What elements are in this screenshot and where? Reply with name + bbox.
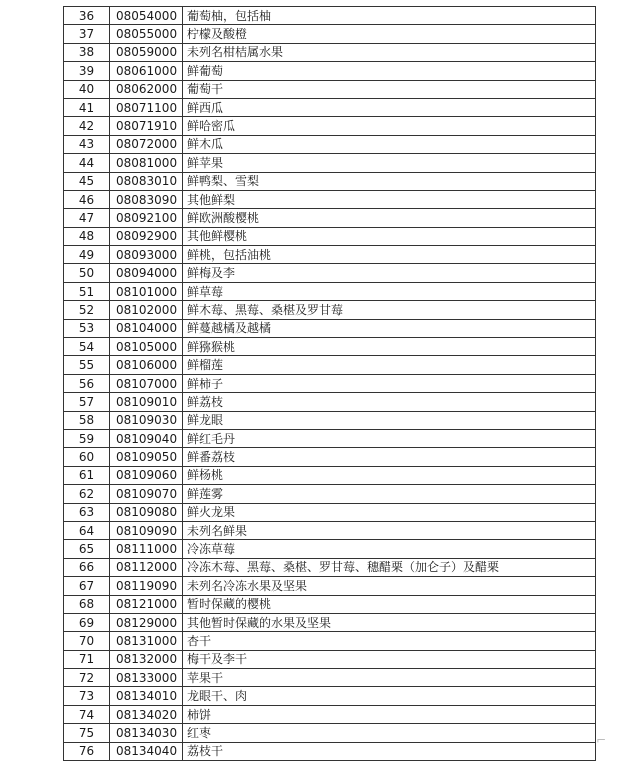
hs-code-cell: 08133000 xyxy=(110,669,183,687)
table-row xyxy=(64,705,596,723)
product-name-cell: 其他鲜梨 xyxy=(183,190,596,208)
row-number-cell: 46 xyxy=(64,190,110,208)
hs-code-cell: 08131000 xyxy=(110,632,183,650)
row-number-cell: 36 xyxy=(64,7,110,25)
row-number-cell: 52 xyxy=(64,301,110,319)
row-number-cell: 37 xyxy=(64,25,110,43)
hs-code-cell: 08083010 xyxy=(110,172,183,190)
row-number-cell: 70 xyxy=(64,632,110,650)
hs-code-cell: 08101000 xyxy=(110,282,183,300)
hs-code-cell: 08132000 xyxy=(110,650,183,668)
row-number-cell: 38 xyxy=(64,43,110,61)
hs-code-cell: 08072000 xyxy=(110,135,183,153)
table-row xyxy=(64,724,596,742)
row-number-cell: 45 xyxy=(64,172,110,190)
row-number-cell: 57 xyxy=(64,393,110,411)
hs-code-cell: 08134030 xyxy=(110,724,183,742)
table-row xyxy=(64,448,596,466)
row-number-cell: 43 xyxy=(64,135,110,153)
hs-code-cell: 08134040 xyxy=(110,742,183,760)
hs-code-cell: 08134020 xyxy=(110,705,183,723)
product-name-cell: 鲜木瓜 xyxy=(183,135,596,153)
hs-code-cell: 08111000 xyxy=(110,540,183,558)
product-name-cell: 鲜杨桃 xyxy=(183,466,596,484)
row-number-cell: 71 xyxy=(64,650,110,668)
hs-code-cell: 08104000 xyxy=(110,319,183,337)
product-name-cell: 鲜葡萄 xyxy=(183,62,596,80)
row-number-cell: 49 xyxy=(64,246,110,264)
row-number-cell: 54 xyxy=(64,338,110,356)
product-name-cell: 未列名鲜果 xyxy=(183,521,596,539)
table-row xyxy=(64,429,596,447)
row-number-cell: 65 xyxy=(64,540,110,558)
row-number-cell: 72 xyxy=(64,669,110,687)
row-number-cell: 60 xyxy=(64,448,110,466)
table-row xyxy=(64,521,596,539)
row-number-cell: 51 xyxy=(64,282,110,300)
row-number-cell: 50 xyxy=(64,264,110,282)
product-name-cell: 未列名柑桔属水果 xyxy=(183,43,596,61)
table-row xyxy=(64,632,596,650)
row-number-cell: 61 xyxy=(64,466,110,484)
row-number-cell: 66 xyxy=(64,558,110,576)
hs-code-cell: 08059000 xyxy=(110,43,183,61)
product-name-cell: 鲜火龙果 xyxy=(183,503,596,521)
product-name-cell: 葡萄柚，包括柚 xyxy=(183,7,596,25)
hs-code-cell: 08107000 xyxy=(110,374,183,392)
product-name-cell: 红枣 xyxy=(183,724,596,742)
row-number-cell: 41 xyxy=(64,98,110,116)
table-row xyxy=(64,650,596,668)
table-row xyxy=(64,669,596,687)
hs-code-cell: 08109060 xyxy=(110,466,183,484)
hs-code-cell: 08129000 xyxy=(110,613,183,631)
product-name-cell: 鲜龙眼 xyxy=(183,411,596,429)
row-number-cell: 62 xyxy=(64,485,110,503)
row-number-cell: 59 xyxy=(64,429,110,447)
product-name-cell: 冷冻木莓、黑莓、桑椹、罗甘莓、穗醋栗（加仑子）及醋栗 xyxy=(183,558,596,576)
row-number-cell: 47 xyxy=(64,209,110,227)
product-name-cell: 鲜番荔枝 xyxy=(183,448,596,466)
product-name-cell: 鲜红毛丹 xyxy=(183,429,596,447)
product-name-cell: 鲜榴莲 xyxy=(183,356,596,374)
table-row xyxy=(64,264,596,282)
product-name-cell: 柠檬及酸橙 xyxy=(183,25,596,43)
table-row xyxy=(64,7,596,25)
table-row xyxy=(64,62,596,80)
table-row xyxy=(64,135,596,153)
product-name-cell: 杏干 xyxy=(183,632,596,650)
hs-code-cell: 08062000 xyxy=(110,80,183,98)
table-row xyxy=(64,117,596,135)
hs-code-cell: 08092100 xyxy=(110,209,183,227)
product-name-cell: 葡萄干 xyxy=(183,80,596,98)
table-row xyxy=(64,742,596,760)
row-number-cell: 55 xyxy=(64,356,110,374)
row-number-cell: 58 xyxy=(64,411,110,429)
table-row xyxy=(64,411,596,429)
table-row xyxy=(64,190,596,208)
product-name-cell: 鲜哈密瓜 xyxy=(183,117,596,135)
row-number-cell: 69 xyxy=(64,613,110,631)
product-name-cell: 鲜梅及李 xyxy=(183,264,596,282)
table-row xyxy=(64,356,596,374)
table-row xyxy=(64,540,596,558)
table-row xyxy=(64,613,596,631)
table-row xyxy=(64,595,596,613)
hs-code-cell: 08054000 xyxy=(110,7,183,25)
row-number-cell: 48 xyxy=(64,227,110,245)
hs-code-cell: 08105000 xyxy=(110,338,183,356)
product-name-cell: 荔枝干 xyxy=(183,742,596,760)
row-number-cell: 40 xyxy=(64,80,110,98)
row-number-cell: 64 xyxy=(64,521,110,539)
hs-code-cell: 08102000 xyxy=(110,301,183,319)
product-name-cell: 鲜柿子 xyxy=(183,374,596,392)
table-row xyxy=(64,282,596,300)
hs-code-cell: 08109090 xyxy=(110,521,183,539)
hs-code-cell: 08109080 xyxy=(110,503,183,521)
hs-code-cell: 08081000 xyxy=(110,154,183,172)
product-name-cell: 苹果干 xyxy=(183,669,596,687)
hs-code-cell: 08083090 xyxy=(110,190,183,208)
row-number-cell: 68 xyxy=(64,595,110,613)
product-name-cell: 鲜西瓜 xyxy=(183,98,596,116)
table-row xyxy=(64,466,596,484)
table-row xyxy=(64,374,596,392)
hs-code-cell: 08094000 xyxy=(110,264,183,282)
hs-code-cell: 08071100 xyxy=(110,98,183,116)
product-name-cell: 冷冻草莓 xyxy=(183,540,596,558)
row-number-cell: 56 xyxy=(64,374,110,392)
table-row xyxy=(64,338,596,356)
hs-code-cell: 08055000 xyxy=(110,25,183,43)
product-name-cell: 鲜鸭梨、雪梨 xyxy=(183,172,596,190)
table-row xyxy=(64,393,596,411)
table-row xyxy=(64,687,596,705)
corner-mark-icon: ⌐ xyxy=(596,733,607,747)
product-name-cell: 鲜蔓越橘及越橘 xyxy=(183,319,596,337)
product-name-cell: 鲜苹果 xyxy=(183,154,596,172)
row-number-cell: 63 xyxy=(64,503,110,521)
table-row xyxy=(64,98,596,116)
product-name-cell: 未列名冷冻水果及坚果 xyxy=(183,577,596,595)
product-name-cell: 鲜木莓、黑莓、桑椹及罗甘莓 xyxy=(183,301,596,319)
table-row xyxy=(64,154,596,172)
hs-code-cell: 08109070 xyxy=(110,485,183,503)
product-name-cell: 鲜欧洲酸樱桃 xyxy=(183,209,596,227)
product-name-cell: 其他暂时保藏的水果及坚果 xyxy=(183,613,596,631)
hs-code-cell: 08109010 xyxy=(110,393,183,411)
product-name-cell: 龙眼干、肉 xyxy=(183,687,596,705)
table-body xyxy=(64,7,596,761)
product-name-cell: 鲜桃，包括油桃 xyxy=(183,246,596,264)
table-row xyxy=(64,227,596,245)
hs-code-cell: 08109040 xyxy=(110,429,183,447)
row-number-cell: 74 xyxy=(64,705,110,723)
hs-code-cell: 08109050 xyxy=(110,448,183,466)
product-name-cell: 柿饼 xyxy=(183,705,596,723)
product-name-cell: 鲜莲雾 xyxy=(183,485,596,503)
row-number-cell: 39 xyxy=(64,62,110,80)
table-row xyxy=(64,80,596,98)
table-row xyxy=(64,209,596,227)
row-number-cell: 67 xyxy=(64,577,110,595)
hs-code-cell: 08093000 xyxy=(110,246,183,264)
product-name-cell: 梅干及李干 xyxy=(183,650,596,668)
product-name-cell: 暂时保藏的樱桃 xyxy=(183,595,596,613)
table-row xyxy=(64,485,596,503)
hs-code-cell: 08121000 xyxy=(110,595,183,613)
fruit-code-table xyxy=(63,6,596,761)
product-name-cell: 鲜猕猴桃 xyxy=(183,338,596,356)
row-number-cell: 76 xyxy=(64,742,110,760)
product-name-cell: 其他鲜樱桃 xyxy=(183,227,596,245)
table-row xyxy=(64,43,596,61)
product-name-cell: 鲜草莓 xyxy=(183,282,596,300)
table-row xyxy=(64,558,596,576)
row-number-cell: 44 xyxy=(64,154,110,172)
row-number-cell: 53 xyxy=(64,319,110,337)
hs-code-cell: 08106000 xyxy=(110,356,183,374)
table-row xyxy=(64,246,596,264)
table-row xyxy=(64,172,596,190)
row-number-cell: 42 xyxy=(64,117,110,135)
hs-code-cell: 08112000 xyxy=(110,558,183,576)
table-row xyxy=(64,503,596,521)
table-row xyxy=(64,319,596,337)
hs-code-cell: 08119090 xyxy=(110,577,183,595)
table-row xyxy=(64,25,596,43)
hs-code-cell: 08109030 xyxy=(110,411,183,429)
hs-code-cell: 08071910 xyxy=(110,117,183,135)
row-number-cell: 73 xyxy=(64,687,110,705)
hs-code-cell: 08134010 xyxy=(110,687,183,705)
row-number-cell: 75 xyxy=(64,724,110,742)
hs-code-cell: 08092900 xyxy=(110,227,183,245)
hs-code-cell: 08061000 xyxy=(110,62,183,80)
table-row xyxy=(64,577,596,595)
product-name-cell: 鲜荔枝 xyxy=(183,393,596,411)
table-row xyxy=(64,301,596,319)
